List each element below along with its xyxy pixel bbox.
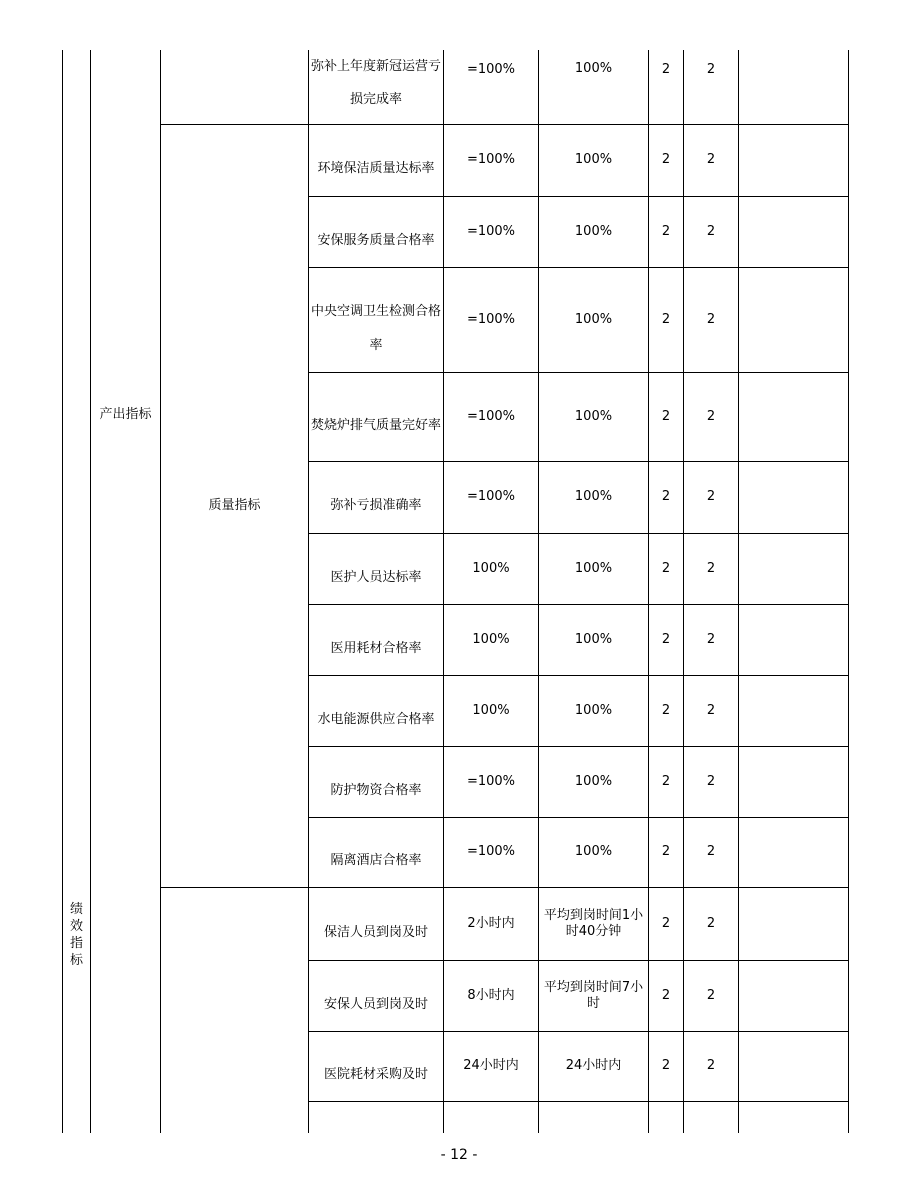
remark-cell — [739, 1031, 849, 1101]
actual-value: 24小时内 — [539, 1031, 649, 1101]
actual-value: 100% — [539, 267, 649, 372]
score-value — [684, 1101, 739, 1133]
points-value: 2 — [649, 124, 684, 196]
actual-value: 100% — [539, 675, 649, 746]
remark-cell — [739, 604, 849, 675]
score-value: 2 — [684, 675, 739, 746]
actual-value: 100% — [539, 124, 649, 196]
score-value: 2 — [684, 746, 739, 817]
score-value: 2 — [684, 372, 739, 461]
actual-value: 100% — [539, 372, 649, 461]
actual-value — [539, 1101, 649, 1133]
points-value: 2 — [649, 1031, 684, 1101]
level2-indicator-cell — [91, 50, 161, 1133]
points-value — [649, 1101, 684, 1133]
actual-value: 100% — [539, 533, 649, 604]
actual-value: 100% — [539, 461, 649, 533]
remark-cell — [739, 960, 849, 1031]
score-value: 2 — [684, 124, 739, 196]
target-value: 100% — [444, 675, 539, 746]
indicator-name: 医院耗材采购及时 — [309, 1031, 444, 1101]
target-value: =100% — [444, 267, 539, 372]
actual-value: 100% — [539, 50, 649, 124]
points-value: 2 — [649, 461, 684, 533]
target-value: 100% — [444, 533, 539, 604]
remark-cell — [739, 817, 849, 887]
remark-cell — [739, 533, 849, 604]
indicator-name — [309, 1101, 444, 1133]
points-value: 2 — [649, 817, 684, 887]
target-value: =100% — [444, 461, 539, 533]
actual-value: 100% — [539, 746, 649, 817]
target-value: 24小时内 — [444, 1031, 539, 1101]
level1-indicator-label: 绩效指标 — [69, 902, 83, 968]
remark-cell — [739, 1101, 849, 1133]
remark-cell — [739, 50, 849, 124]
indicator-name: 安保人员到岗及时 — [309, 960, 444, 1031]
target-value: 100% — [444, 604, 539, 675]
points-value: 2 — [649, 267, 684, 372]
points-value: 2 — [649, 372, 684, 461]
page-number: - 12 - — [440, 1147, 478, 1163]
indicator-name: 隔离酒店合格率 — [309, 817, 444, 887]
indicator-name: 保洁人员到岗及时 — [309, 887, 444, 960]
points-value: 2 — [649, 746, 684, 817]
score-value: 2 — [684, 1031, 739, 1101]
score-value: 2 — [684, 533, 739, 604]
remark-cell — [739, 675, 849, 746]
indicator-name: 环境保洁质量达标率 — [309, 124, 444, 196]
indicator-name: 弥补上年度新冠运营亏损完成率 — [309, 50, 444, 124]
indicator-name: 弥补亏损准确率 — [309, 461, 444, 533]
actual-value: 100% — [539, 196, 649, 267]
points-value: 2 — [649, 604, 684, 675]
performance-indicator-table — [62, 50, 849, 1133]
level3-indicator-label: 质量指标 — [208, 497, 261, 513]
remark-cell — [739, 746, 849, 817]
target-value: 2小时内 — [444, 887, 539, 960]
level3-indicator-cell — [161, 50, 309, 124]
target-value: =100% — [444, 124, 539, 196]
level3-indicator-cell — [161, 124, 309, 887]
remark-cell — [739, 267, 849, 372]
level2-indicator-label: 产出指标 — [99, 407, 152, 422]
table-row — [63, 887, 849, 960]
remark-cell — [739, 461, 849, 533]
target-value: =100% — [444, 50, 539, 124]
remark-cell — [739, 372, 849, 461]
target-value: =100% — [444, 372, 539, 461]
indicator-name: 医用耗材合格率 — [309, 604, 444, 675]
remark-cell — [739, 887, 849, 960]
target-value: =100% — [444, 746, 539, 817]
score-value: 2 — [684, 50, 739, 124]
level1-indicator-cell — [63, 50, 91, 1133]
target-value: =100% — [444, 196, 539, 267]
score-value: 2 — [684, 817, 739, 887]
score-value: 2 — [684, 196, 739, 267]
indicator-name: 中央空调卫生检测合格率 — [309, 267, 444, 372]
indicator-name: 焚烧炉排气质量完好率 — [309, 372, 444, 461]
indicator-name: 水电能源供应合格率 — [309, 675, 444, 746]
points-value: 2 — [649, 533, 684, 604]
target-value — [444, 1101, 539, 1133]
indicator-name: 医护人员达标率 — [309, 533, 444, 604]
target-value: =100% — [444, 817, 539, 887]
score-value: 2 — [684, 461, 739, 533]
remark-cell — [739, 196, 849, 267]
remark-cell — [739, 124, 849, 196]
score-value: 2 — [684, 604, 739, 675]
points-value: 2 — [649, 675, 684, 746]
table-row — [63, 124, 849, 196]
target-value: 8小时内 — [444, 960, 539, 1031]
actual-value: 100% — [539, 817, 649, 887]
indicator-name: 安保服务质量合格率 — [309, 196, 444, 267]
score-value: 2 — [684, 887, 739, 960]
points-value: 2 — [649, 50, 684, 124]
actual-value: 平均到岗时间1小时40分钟 — [539, 887, 649, 960]
score-value: 2 — [684, 267, 739, 372]
points-value: 2 — [649, 196, 684, 267]
level3-indicator-cell — [161, 887, 309, 1133]
table-row — [63, 50, 849, 124]
score-value: 2 — [684, 960, 739, 1031]
actual-value: 平均到岗时间7小时 — [539, 960, 649, 1031]
indicator-name: 防护物资合格率 — [309, 746, 444, 817]
points-value: 2 — [649, 960, 684, 1031]
actual-value: 100% — [539, 604, 649, 675]
points-value: 2 — [649, 887, 684, 960]
